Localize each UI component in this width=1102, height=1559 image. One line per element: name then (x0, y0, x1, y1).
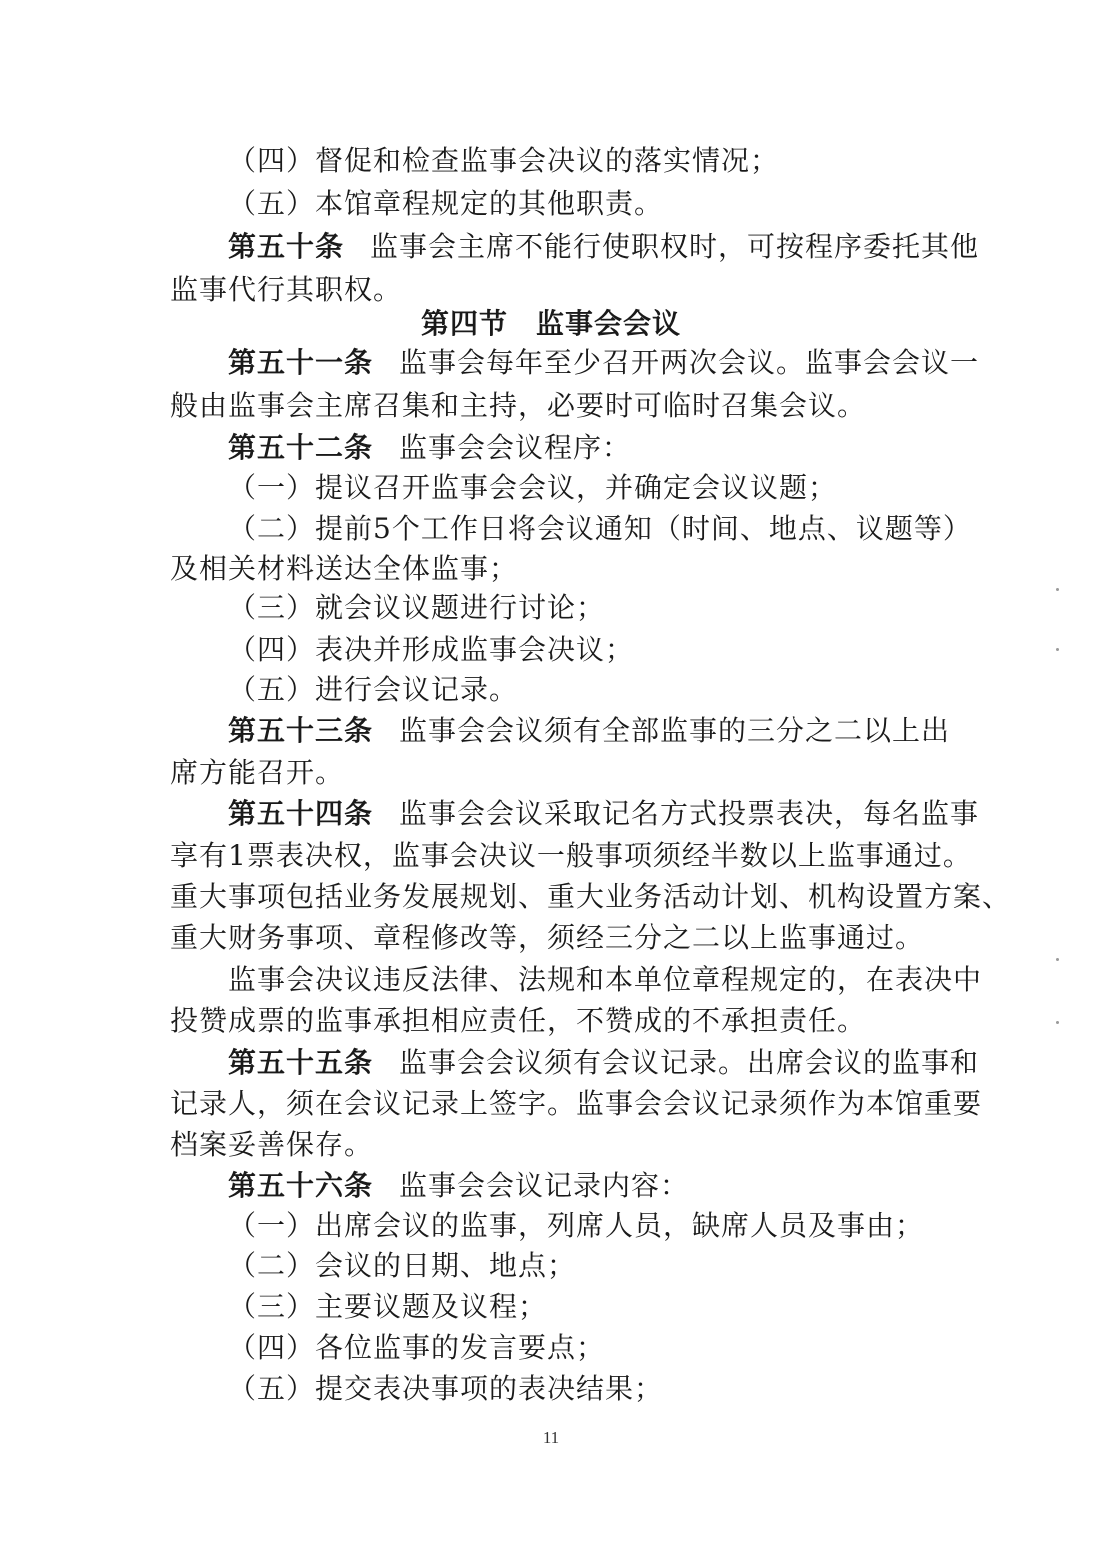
text-line: 记录人，须在会议记录上签字。监事会会议记录须作为本馆重要 (170, 1087, 983, 1120)
text-line: 档案妥善保存。 (170, 1128, 374, 1161)
scan-speck (1056, 648, 1059, 651)
article-label: 第五十一条 (228, 346, 374, 379)
article-text: 监事会会议须有全部监事的三分之二以上出 (399, 714, 951, 747)
text-line: （五）本馆章程规定的其他职责。 (228, 187, 664, 220)
section-title: 监事会会议 (536, 307, 682, 340)
article-label: 第五十三条 (228, 714, 374, 747)
list-item: （三）主要议题及议程； (228, 1290, 548, 1323)
list-item: （一）提议召开监事会会议，并确定会议议题； (228, 471, 838, 504)
article-label: 第五十二条 (228, 431, 374, 464)
article-52-line-1 (228, 428, 1102, 468)
scan-speck (1056, 958, 1059, 961)
text-line: 享有1票表决权，监事会决议一般事项须经半数以上监事通过。 (170, 839, 972, 872)
text-line: 投赞成票的监事承担相应责任，不赞成的不承担责任。 (170, 1004, 867, 1037)
section-heading (0, 304, 1102, 344)
article-51-line-1 (228, 343, 1102, 383)
text-line: 监事会决议违反法律、法规和本单位章程规定的，在表决中 (228, 963, 983, 996)
article-55-line-1 (228, 1043, 1102, 1083)
article-label: 第五十五条 (228, 1046, 374, 1079)
scan-speck (1056, 588, 1059, 591)
article-text: 监事会会议程序： (399, 431, 632, 464)
text-line: 重大财务事项、章程修改等，须经三分之二以上监事通过。 (170, 921, 925, 954)
list-item: （三）就会议议题进行讨论； (228, 591, 606, 624)
text-line: 及相关材料送达全体监事； (170, 552, 519, 585)
article-text: 监事会每年至少召开两次会议。监事会会议一 (399, 346, 980, 379)
article-56-line-1 (228, 1166, 1102, 1206)
article-text: 监事会会议须有会议记录。出席会议的监事和 (399, 1046, 980, 1079)
list-item: （二）提前5个工作日将会议通知（时间、地点、议题等） (228, 512, 972, 545)
text-line: （四）督促和检查监事会决议的落实情况； (228, 144, 780, 177)
article-label: 第五十四条 (228, 797, 374, 830)
text-line: 监事代行其职权。 (170, 273, 403, 306)
list-item: （一）出席会议的监事，列席人员，缺席人员及事由； (228, 1209, 925, 1242)
section-number: 第四节 (420, 307, 508, 340)
article-54-line-1 (228, 794, 1102, 834)
article-text: 监事会会议采取记名方式投票表决，每名监事 (399, 797, 980, 830)
article-label: 第五十六条 (228, 1169, 374, 1202)
text-line: 席方能召开。 (170, 756, 345, 789)
text-line: 般由监事会主席召集和主持，必要时可临时召集会议。 (170, 389, 867, 422)
article-label: 第五十条 (228, 230, 345, 263)
list-item: （二）会议的日期、地点； (228, 1249, 577, 1282)
article-50-line-1 (228, 227, 1102, 267)
article-text: 监事会主席不能行使职权时，可按程序委托其他 (370, 230, 980, 263)
list-item: （四）表决并形成监事会决议； (228, 633, 635, 666)
article-53-line-1 (228, 711, 1102, 751)
list-item: （五）提交表决事项的表决结果； (228, 1372, 664, 1405)
article-text: 监事会会议记录内容： (399, 1169, 690, 1202)
text-line: 重大事项包括业务发展规划、重大业务活动计划、机构设置方案、 (170, 880, 1012, 913)
scan-speck (1056, 1021, 1059, 1024)
list-item: （四）各位监事的发言要点； (228, 1331, 606, 1364)
list-item: （五）进行会议记录。 (228, 673, 519, 706)
page-number: 11 (542, 1428, 560, 1447)
